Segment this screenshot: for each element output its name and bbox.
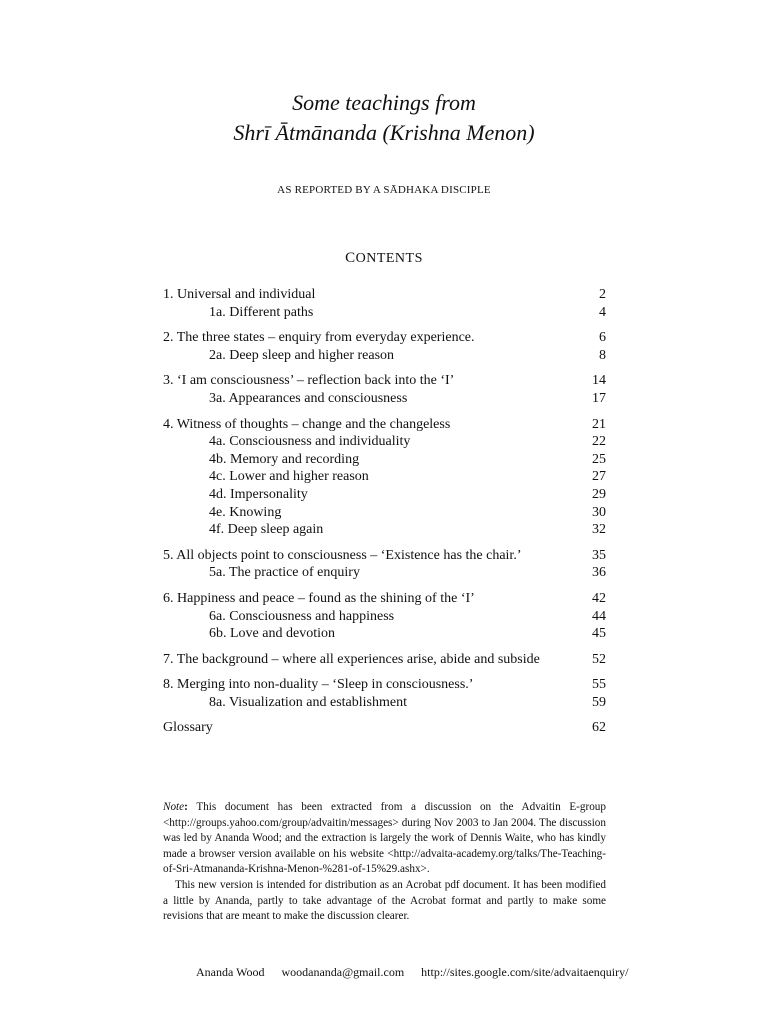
toc-entry-page: 14 xyxy=(592,373,606,389)
toc-entry-page: 44 xyxy=(592,608,606,624)
toc-entry-title: 4c. Lower and higher reason xyxy=(209,469,369,485)
toc-entry-page: 45 xyxy=(592,626,606,642)
toc-entry[interactable] xyxy=(163,286,606,304)
toc-entry[interactable] xyxy=(163,651,606,669)
note-paragraph-1 xyxy=(163,800,606,878)
toc-entry-title: 4a. Consciousness and individuality xyxy=(209,434,411,450)
footer-email: woodananda@gmail.com xyxy=(281,965,405,979)
toc-entry-page: 8 xyxy=(599,347,606,363)
toc-group xyxy=(163,547,606,582)
document-title xyxy=(0,88,768,148)
contents-heading-rest: ONTENTS xyxy=(355,251,423,266)
toc-group xyxy=(163,286,606,321)
toc-group xyxy=(163,651,606,669)
toc-subentry[interactable] xyxy=(163,608,606,626)
toc-subentry[interactable] xyxy=(163,504,606,522)
toc-group xyxy=(163,329,606,364)
toc-entry[interactable] xyxy=(163,590,606,608)
toc-subentry[interactable] xyxy=(163,521,606,539)
toc-entry-page: 59 xyxy=(592,694,606,710)
toc-subentry[interactable] xyxy=(163,694,606,712)
toc-subentry[interactable] xyxy=(163,486,606,504)
toc-entry-page: 2 xyxy=(599,287,606,302)
note-text-1: This document has been extracted from a discussion on the Advaitin E-group <http://groups.yahoo.com/group/advaitin/messages> during Nov 2003 to Jan 2004. The discussion was led by Ananda Wood; and the extraction is largely the work of Dennis Waite, who has kindly made a browser version available on his website <http://advaita-academy.org/talks/The-Teaching-of-Sri-Atmananda-Krishna-Menon-%281-of-15%29.ashx>. xyxy=(163,801,606,876)
toc-subentry[interactable] xyxy=(163,564,606,582)
toc-entry-title: 8a. Visualization and establishment xyxy=(209,694,407,710)
toc-entry-title: 6. Happiness and peace – found as the shining of the ‘I’ xyxy=(163,590,475,606)
toc-entry-page: 32 xyxy=(592,522,606,538)
toc-subentry[interactable] xyxy=(163,347,606,365)
toc-entry-title: 5a. The practice of enquiry xyxy=(209,565,360,581)
toc-entry-title: 1. Universal and individual xyxy=(163,287,316,302)
toc-entry[interactable] xyxy=(163,372,606,390)
title-line-1: Some teachings from xyxy=(292,90,476,115)
contents-heading-initial: C xyxy=(345,250,356,266)
toc-entry-title: 4f. Deep sleep again xyxy=(209,522,324,538)
toc-group xyxy=(163,676,606,711)
toc-subentry[interactable] xyxy=(163,433,606,451)
title-line-2: Shrī Ātmānanda (Krishna Menon) xyxy=(233,120,535,145)
toc-entry-page: 35 xyxy=(592,547,606,563)
toc-entry-title: 6b. Love and devotion xyxy=(209,626,335,642)
toc-entry-title: 4. Witness of thoughts – change and the changeless xyxy=(163,416,451,432)
toc-entry-page: 21 xyxy=(592,416,606,432)
toc-entry-page: 4 xyxy=(599,304,606,320)
toc-group xyxy=(163,372,606,407)
toc-entry-page: 25 xyxy=(592,451,606,467)
toc-subentry[interactable] xyxy=(163,451,606,469)
toc-entry-page: 55 xyxy=(592,677,606,693)
toc-subentry[interactable] xyxy=(163,304,606,322)
toc-entry-title: 1a. Different paths xyxy=(209,304,314,320)
toc-entry-page: 52 xyxy=(592,651,606,667)
toc-entry[interactable] xyxy=(163,676,606,694)
toc-entry-page: 22 xyxy=(592,434,606,450)
toc-group xyxy=(163,590,606,643)
toc-entry-title: 4d. Impersonality xyxy=(209,486,308,502)
toc-entry-title: 4e. Knowing xyxy=(209,504,282,520)
toc-entry-page: 42 xyxy=(592,590,606,606)
note-label: Note xyxy=(163,801,185,813)
note-paragraph-2: This new version is intended for distribution as an Acrobat pdf document. It has been modified a little by Ananda, partly to take advantage of the Acrobat format and partly to make some revisions that are meant to make the discussion clearer. xyxy=(163,878,606,923)
footer-website: http://sites.google.com/site/advaitaenquiry/ xyxy=(421,965,629,979)
toc-entry[interactable] xyxy=(163,719,606,737)
table-of-contents xyxy=(163,286,606,745)
toc-entry-title: 3. ‘I am consciousness’ – reflection back into the ‘I’ xyxy=(163,373,455,389)
toc-entry-page: 27 xyxy=(592,469,606,485)
toc-entry-page: 6 xyxy=(599,330,606,346)
toc-entry-title: 3a. Appearances and consciousness xyxy=(209,390,408,406)
toc-entry-page: 17 xyxy=(592,390,606,406)
toc-entry-title: 2. The three states – enquiry from everyday experience. xyxy=(163,330,475,346)
contents-heading xyxy=(0,250,768,267)
toc-entry-title: 2a. Deep sleep and higher reason xyxy=(209,347,395,363)
toc-entry[interactable] xyxy=(163,416,606,434)
toc-entry-title: 8. Merging into non-duality – ‘Sleep in consciousness.’ xyxy=(163,677,474,693)
toc-entry[interactable] xyxy=(163,329,606,347)
footer xyxy=(196,965,628,980)
toc-subentry[interactable] xyxy=(163,625,606,643)
toc-entry-page: 36 xyxy=(592,565,606,581)
toc-entry-title: 5. All objects point to consciousness – ‘Existence has the chair.’ xyxy=(163,547,522,563)
toc-group xyxy=(163,416,606,539)
toc-group xyxy=(163,719,606,737)
toc-entry-title: 7. The background – where all experiences arise, abide and subside xyxy=(163,651,540,667)
footer-author: Ananda Wood xyxy=(196,965,265,979)
toc-entry[interactable] xyxy=(163,547,606,565)
toc-subentry[interactable] xyxy=(163,390,606,408)
note-section xyxy=(163,800,606,925)
document-subtitle: AS REPORTED BY A SĀDHAKA DISCIPLE xyxy=(277,184,491,196)
toc-subentry[interactable] xyxy=(163,468,606,486)
note-colon: : xyxy=(184,801,188,813)
toc-entry-page: 30 xyxy=(592,504,606,520)
toc-entry-title: Glossary xyxy=(163,720,213,736)
toc-entry-page: 29 xyxy=(592,486,606,502)
toc-entry-page: 62 xyxy=(592,720,606,736)
toc-entry-title: 4b. Memory and recording xyxy=(209,451,360,467)
toc-entry-title: 6a. Consciousness and happiness xyxy=(209,608,395,624)
